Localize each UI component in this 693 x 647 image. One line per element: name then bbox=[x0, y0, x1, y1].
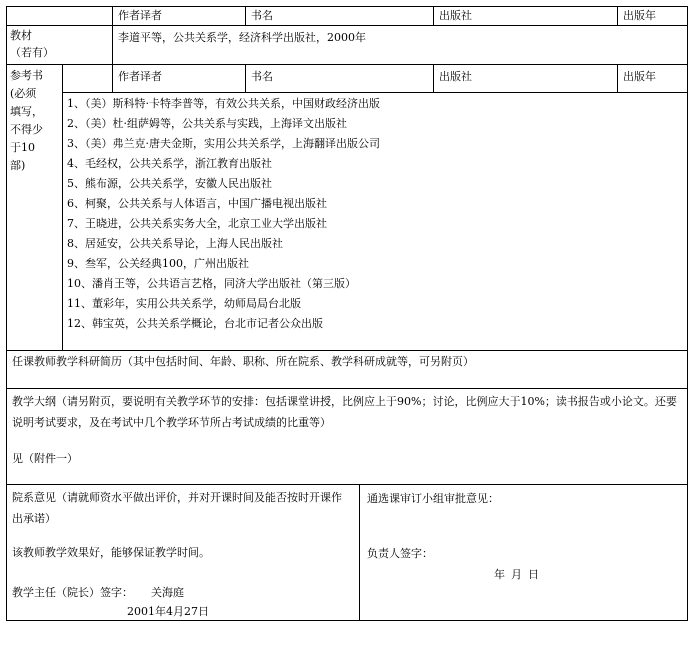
reference-item: 4、毛经权，公共关系学，浙江教育出版社 bbox=[67, 157, 272, 170]
references-col-year: 出版年 bbox=[623, 70, 656, 83]
row-divider bbox=[6, 25, 688, 26]
header-publisher: 出版社 bbox=[439, 9, 472, 22]
department-comment: 该教师教学效果好，能够保证教学时间。 bbox=[12, 546, 210, 559]
reference-item: 5、熊布源，公共关系学，安徽人民出版社 bbox=[67, 177, 272, 190]
row-divider bbox=[6, 350, 688, 351]
references-col-publisher: 出版社 bbox=[439, 70, 472, 83]
reference-item: 2、（美）杜·组萨姆等，公共关系与实践，上海译文出版社 bbox=[67, 117, 347, 130]
col-divider bbox=[245, 6, 246, 26]
references-label-line: 不得少 bbox=[10, 123, 43, 136]
col-divider bbox=[112, 64, 113, 93]
reference-item: 11、董彩年，实用公共关系学，幼师局局台北版 bbox=[67, 297, 301, 310]
row-divider bbox=[6, 484, 688, 485]
reference-item: 12、韩宝英，公共关系学概论，台北市记者公众出版 bbox=[67, 317, 323, 330]
col-divider bbox=[112, 25, 113, 65]
col-divider bbox=[433, 64, 434, 93]
department-date: 2001年4月27日 bbox=[127, 605, 209, 618]
col-divider bbox=[62, 64, 63, 351]
review-date-placeholder: 年月日 bbox=[494, 568, 545, 581]
header-year: 出版年 bbox=[623, 9, 656, 22]
header-title: 书名 bbox=[251, 9, 273, 22]
table-border-right bbox=[687, 6, 688, 621]
reference-item: 6、柯聚，公共关系与人体语言，中国广播电视出版社 bbox=[67, 197, 327, 210]
reference-item: 3、（美）弗兰克·唐夫金斯，实用公共关系学，上海翻译出版公司 bbox=[67, 137, 380, 150]
department-signature-label: 教学主任（院长）签字： bbox=[12, 586, 133, 599]
review-group-heading: 通选课审订小组审批意见： bbox=[367, 492, 499, 505]
table-border-bottom bbox=[6, 620, 688, 621]
department-signature-name: 关海庭 bbox=[151, 586, 184, 599]
reference-item: 7、王晓进，公共关系实务大全，北京工业大学出版社 bbox=[67, 217, 327, 230]
department-heading: 院系意见（请就师资水平做出评价，并对开课时间及能否按时开课作出承诺） bbox=[12, 491, 342, 525]
references-col-author: 作者译者 bbox=[118, 70, 162, 83]
reference-item: 1、（美）斯科特·卡特李普等，有效公共关系，中国财政经济出版 bbox=[67, 97, 380, 110]
teacher-profile-heading: 任课教师教学科研简历（其中包括时间、年龄、职称、所在院系、教学科研成就等，可另附页） bbox=[12, 355, 474, 368]
col-divider bbox=[617, 6, 618, 26]
col-divider bbox=[433, 6, 434, 26]
reference-item: 10、潘肖王等，公共语言艺格，同济大学出版社（第三版） bbox=[67, 277, 356, 290]
col-divider bbox=[359, 484, 360, 621]
syllabus-text: 教学大纲（请另附页，要说明有关教学环节的安排：包括课堂讲授，比例应上于90%；讨论，比例应大于10%；读书报告或小论文。还要说明考试要求，及在考试中几个教学环节所占考试成绩的比重等） bbox=[12, 395, 677, 429]
syllabus-see-attachment: 见（附件一） bbox=[12, 452, 78, 465]
textbook-label-optional: （若有） bbox=[10, 46, 54, 59]
header-author: 作者译者 bbox=[118, 9, 162, 22]
row-divider bbox=[62, 92, 688, 93]
references-label-line: (必须 bbox=[10, 87, 37, 100]
review-signature-label: 负责人签字： bbox=[367, 547, 433, 560]
reference-item: 9、叁军，公关经典100，广州出版社 bbox=[67, 257, 249, 270]
references-col-title: 书名 bbox=[251, 70, 273, 83]
table-border-top bbox=[6, 6, 688, 7]
references-label-line: 参考书 bbox=[10, 69, 43, 82]
row-divider bbox=[6, 388, 688, 389]
reference-item: 8、居延安，公共关系导论，上海人民出版社 bbox=[67, 237, 283, 250]
references-label-line: 于10 bbox=[10, 141, 35, 154]
textbook-value: 李道平等，公共关系学，经济科学出版社，2000年 bbox=[118, 31, 366, 44]
col-divider bbox=[617, 64, 618, 93]
col-divider bbox=[112, 6, 113, 26]
col-divider bbox=[245, 64, 246, 93]
row-divider bbox=[6, 64, 688, 65]
table-border-left bbox=[6, 6, 7, 621]
references-label-line: 填写， bbox=[10, 105, 43, 118]
references-label-line: 部) bbox=[10, 159, 26, 172]
textbook-label: 教材 bbox=[10, 29, 32, 42]
